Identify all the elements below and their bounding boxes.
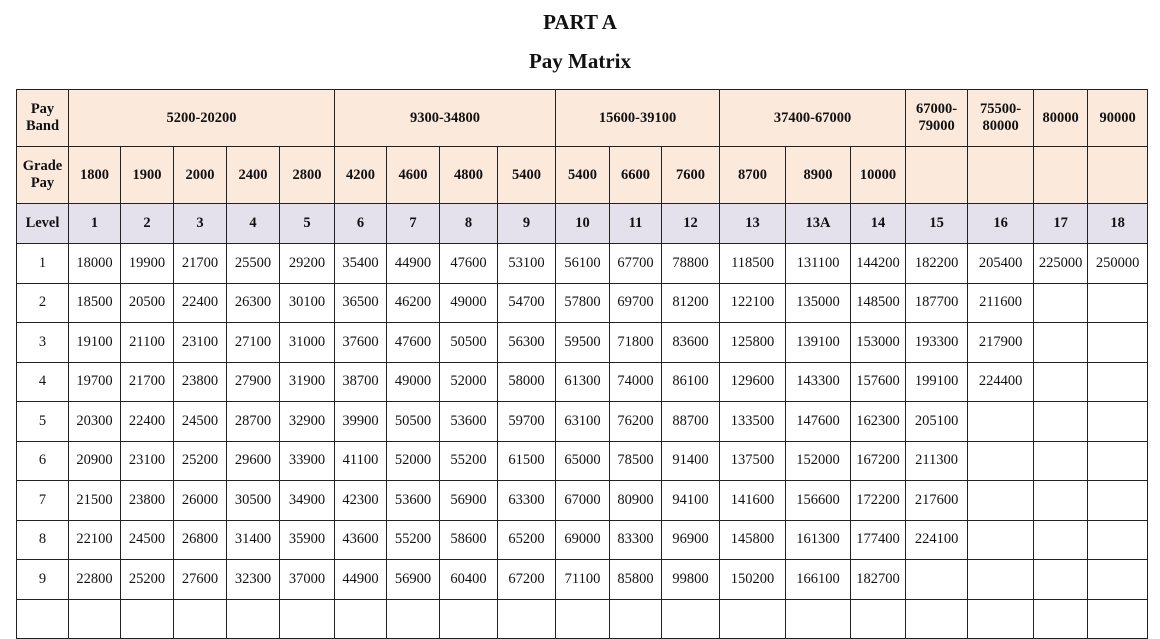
level-cell: 8 xyxy=(440,204,498,244)
pay-cell: 19700 xyxy=(69,362,121,402)
row-index-cell: 9 xyxy=(17,560,69,600)
pay-cell: 55200 xyxy=(387,520,440,560)
pay-cell xyxy=(1034,441,1088,481)
pay-cell: 44900 xyxy=(387,244,440,284)
pay-cell: 76200 xyxy=(610,402,662,442)
level-cell: 15 xyxy=(906,204,968,244)
grade-pay-cell: 2000 xyxy=(174,147,227,204)
pay-cell: 99800 xyxy=(662,560,720,600)
pay-cell xyxy=(968,599,1034,639)
pay-cell: 20500 xyxy=(121,283,174,323)
pay-cell: 211600 xyxy=(968,283,1034,323)
pay-cell: 205100 xyxy=(906,402,968,442)
grade-pay-cell: 6600 xyxy=(610,147,662,204)
grade-pay-label: Grade Pay xyxy=(17,147,69,204)
pay-band-cell: 75500-80000 xyxy=(968,90,1034,147)
pay-cell: 141600 xyxy=(720,481,786,521)
grade-pay-cell xyxy=(1088,147,1148,204)
level-row xyxy=(17,204,1148,244)
level-cell: 3 xyxy=(174,204,227,244)
level-cell: 6 xyxy=(335,204,387,244)
pay-cell: 25500 xyxy=(227,244,280,284)
pay-cell xyxy=(69,599,121,639)
pay-cell: 67200 xyxy=(498,560,556,600)
pay-cell xyxy=(556,599,610,639)
pay-cell: 26800 xyxy=(174,520,227,560)
pay-cell: 71800 xyxy=(610,323,662,363)
pay-cell: 71100 xyxy=(556,560,610,600)
pay-cell: 47600 xyxy=(387,323,440,363)
pay-cell: 143300 xyxy=(786,362,851,402)
pay-cell: 24500 xyxy=(174,402,227,442)
pay-cell: 60400 xyxy=(440,560,498,600)
pay-cell: 24500 xyxy=(121,520,174,560)
pay-cell: 145800 xyxy=(720,520,786,560)
pay-cell: 144200 xyxy=(851,244,906,284)
pay-cell: 137500 xyxy=(720,441,786,481)
pay-cell: 31900 xyxy=(280,362,335,402)
pay-cell: 96900 xyxy=(662,520,720,560)
pay-cell: 39900 xyxy=(335,402,387,442)
pay-cell: 27600 xyxy=(174,560,227,600)
pay-cell: 20300 xyxy=(69,402,121,442)
pay-cell: 46200 xyxy=(387,283,440,323)
pay-cell xyxy=(174,599,227,639)
grade-pay-cell xyxy=(906,147,968,204)
pay-cell: 44900 xyxy=(335,560,387,600)
table-row xyxy=(17,402,1148,442)
pay-cell: 22100 xyxy=(69,520,121,560)
pay-cell: 21700 xyxy=(121,362,174,402)
pay-cell: 150200 xyxy=(720,560,786,600)
row-index-cell: 6 xyxy=(17,441,69,481)
pay-band-cell: 5200-20200 xyxy=(69,90,335,147)
pay-cell xyxy=(1088,520,1148,560)
pay-cell: 33900 xyxy=(280,441,335,481)
pay-cell: 61500 xyxy=(498,441,556,481)
grade-pay-cell: 2800 xyxy=(280,147,335,204)
pay-cell: 50500 xyxy=(440,323,498,363)
pay-cell: 22800 xyxy=(69,560,121,600)
pay-cell: 65000 xyxy=(556,441,610,481)
pay-cell xyxy=(968,402,1034,442)
pay-cell: 59500 xyxy=(556,323,610,363)
pay-cell xyxy=(851,599,906,639)
pay-cell xyxy=(1088,402,1148,442)
pay-cell: 250000 xyxy=(1088,244,1148,284)
pay-cell: 54700 xyxy=(498,283,556,323)
pay-cell xyxy=(906,599,968,639)
pay-cell: 86100 xyxy=(662,362,720,402)
pay-cell: 217600 xyxy=(906,481,968,521)
pay-cell: 26300 xyxy=(227,283,280,323)
grade-pay-cell: 7600 xyxy=(662,147,720,204)
pay-cell: 211300 xyxy=(906,441,968,481)
pay-cell: 23800 xyxy=(174,362,227,402)
pay-cell: 31000 xyxy=(280,323,335,363)
pay-cell: 28700 xyxy=(227,402,280,442)
pay-band-cell: 15600-39100 xyxy=(556,90,720,147)
pay-cell: 67000 xyxy=(556,481,610,521)
pay-band-row xyxy=(17,90,1148,147)
pay-cell: 147600 xyxy=(786,402,851,442)
pay-cell: 20900 xyxy=(69,441,121,481)
pay-cell: 133500 xyxy=(720,402,786,442)
pay-cell xyxy=(906,560,968,600)
pay-cell xyxy=(720,599,786,639)
pay-cell: 139100 xyxy=(786,323,851,363)
pay-cell: 37600 xyxy=(335,323,387,363)
pay-cell: 63100 xyxy=(556,402,610,442)
pay-cell: 23800 xyxy=(121,481,174,521)
pay-cell: 148500 xyxy=(851,283,906,323)
level-cell: 12 xyxy=(662,204,720,244)
pay-cell: 182700 xyxy=(851,560,906,600)
pay-cell xyxy=(610,599,662,639)
pay-cell: 37000 xyxy=(280,560,335,600)
level-cell: 13A xyxy=(786,204,851,244)
pay-cell: 74000 xyxy=(610,362,662,402)
pay-cell: 21100 xyxy=(121,323,174,363)
grade-pay-cell: 8700 xyxy=(720,147,786,204)
pay-cell: 31400 xyxy=(227,520,280,560)
pay-cell: 193300 xyxy=(906,323,968,363)
row-index-cell: 2 xyxy=(17,283,69,323)
pay-band-cell: 37400-67000 xyxy=(720,90,906,147)
level-cell: 7 xyxy=(387,204,440,244)
table-row xyxy=(17,560,1148,600)
pay-cell: 22400 xyxy=(121,402,174,442)
pay-cell: 224100 xyxy=(906,520,968,560)
pay-cell: 55200 xyxy=(440,441,498,481)
pay-cell xyxy=(1088,323,1148,363)
pay-cell: 22400 xyxy=(174,283,227,323)
pay-cell: 131100 xyxy=(786,244,851,284)
pay-cell: 42300 xyxy=(335,481,387,521)
pay-cell: 35900 xyxy=(280,520,335,560)
pay-cell: 172200 xyxy=(851,481,906,521)
grade-pay-cell: 5400 xyxy=(498,147,556,204)
pay-cell xyxy=(17,599,69,639)
pay-cell: 67700 xyxy=(610,244,662,284)
pay-cell: 56900 xyxy=(387,560,440,600)
pay-cell: 32300 xyxy=(227,560,280,600)
pay-cell: 135000 xyxy=(786,283,851,323)
pay-cell: 85800 xyxy=(610,560,662,600)
grade-pay-cell: 8900 xyxy=(786,147,851,204)
grade-pay-cell: 4200 xyxy=(335,147,387,204)
pay-band-cell: 67000-79000 xyxy=(906,90,968,147)
pay-cell: 23100 xyxy=(174,323,227,363)
pay-cell: 78500 xyxy=(610,441,662,481)
pay-cell xyxy=(1088,481,1148,521)
pay-cell xyxy=(1034,283,1088,323)
pay-cell: 81200 xyxy=(662,283,720,323)
pay-cell xyxy=(1034,402,1088,442)
pay-cell: 56900 xyxy=(440,481,498,521)
pay-cell: 26000 xyxy=(174,481,227,521)
pay-cell: 30500 xyxy=(227,481,280,521)
pay-cell: 83600 xyxy=(662,323,720,363)
pay-cell xyxy=(968,441,1034,481)
grade-pay-cell xyxy=(1034,147,1088,204)
pay-cell xyxy=(121,599,174,639)
pay-cell: 19100 xyxy=(69,323,121,363)
level-label: Level xyxy=(17,204,69,244)
table-row xyxy=(17,283,1148,323)
pay-cell xyxy=(1034,481,1088,521)
pay-cell: 59700 xyxy=(498,402,556,442)
row-index-cell: 4 xyxy=(17,362,69,402)
page-title: Pay Matrix xyxy=(528,49,632,73)
pay-cell: 53100 xyxy=(498,244,556,284)
pay-cell: 125800 xyxy=(720,323,786,363)
pay-cell: 122100 xyxy=(720,283,786,323)
pay-cell: 162300 xyxy=(851,402,906,442)
pay-cell: 217900 xyxy=(968,323,1034,363)
level-cell: 16 xyxy=(968,204,1034,244)
pay-cell xyxy=(1088,560,1148,600)
pay-cell: 49000 xyxy=(440,283,498,323)
pay-cell: 177400 xyxy=(851,520,906,560)
pay-cell: 118500 xyxy=(720,244,786,284)
grade-pay-cell xyxy=(968,147,1034,204)
pay-cell: 18000 xyxy=(69,244,121,284)
pay-cell xyxy=(1088,362,1148,402)
pay-band-cell: 90000 xyxy=(1088,90,1148,147)
pay-cell: 187700 xyxy=(906,283,968,323)
pay-cell: 43600 xyxy=(335,520,387,560)
level-cell: 11 xyxy=(610,204,662,244)
level-cell: 13 xyxy=(720,204,786,244)
level-cell: 1 xyxy=(69,204,121,244)
pay-cell: 18500 xyxy=(69,283,121,323)
row-index-cell: 3 xyxy=(17,323,69,363)
pay-cell: 205400 xyxy=(968,244,1034,284)
pay-cell: 53600 xyxy=(387,481,440,521)
pay-cell xyxy=(1088,441,1148,481)
pay-cell: 29200 xyxy=(280,244,335,284)
pay-cell: 199100 xyxy=(906,362,968,402)
pay-cell xyxy=(387,599,440,639)
pay-cell: 35400 xyxy=(335,244,387,284)
pay-cell: 58600 xyxy=(440,520,498,560)
pay-cell: 78800 xyxy=(662,244,720,284)
grade-pay-cell: 2400 xyxy=(227,147,280,204)
table-row xyxy=(17,481,1148,521)
grade-pay-cell: 1800 xyxy=(69,147,121,204)
pay-cell xyxy=(1034,560,1088,600)
pay-cell: 27900 xyxy=(227,362,280,402)
level-cell: 10 xyxy=(556,204,610,244)
row-index-cell: 5 xyxy=(17,402,69,442)
pay-cell xyxy=(1034,323,1088,363)
pay-cell: 21700 xyxy=(174,244,227,284)
level-cell: 2 xyxy=(121,204,174,244)
pay-cell: 34900 xyxy=(280,481,335,521)
row-index-cell: 7 xyxy=(17,481,69,521)
pay-cell xyxy=(280,599,335,639)
pay-cell: 156600 xyxy=(786,481,851,521)
level-cell: 4 xyxy=(227,204,280,244)
pay-cell: 19900 xyxy=(121,244,174,284)
pay-cell: 152000 xyxy=(786,441,851,481)
pay-cell: 53600 xyxy=(440,402,498,442)
pay-cell: 129600 xyxy=(720,362,786,402)
pay-cell: 21500 xyxy=(69,481,121,521)
pay-cell: 52000 xyxy=(387,441,440,481)
pay-cell: 41100 xyxy=(335,441,387,481)
grade-pay-cell: 4600 xyxy=(387,147,440,204)
pay-cell xyxy=(440,599,498,639)
table-row xyxy=(17,520,1148,560)
pay-cell: 36500 xyxy=(335,283,387,323)
pay-cell: 27100 xyxy=(227,323,280,363)
pay-cell: 167200 xyxy=(851,441,906,481)
level-cell: 14 xyxy=(851,204,906,244)
pay-cell: 153000 xyxy=(851,323,906,363)
pay-cell xyxy=(1034,362,1088,402)
pay-cell: 225000 xyxy=(1034,244,1088,284)
grade-pay-cell: 5400 xyxy=(556,147,610,204)
pay-cell: 61300 xyxy=(556,362,610,402)
pay-cell xyxy=(335,599,387,639)
pay-cell: 52000 xyxy=(440,362,498,402)
pay-cell: 88700 xyxy=(662,402,720,442)
pay-cell: 50500 xyxy=(387,402,440,442)
table-row xyxy=(17,244,1148,284)
pay-cell: 25200 xyxy=(121,560,174,600)
table-row xyxy=(17,362,1148,402)
pay-cell: 65200 xyxy=(498,520,556,560)
pay-cell: 91400 xyxy=(662,441,720,481)
pay-cell: 38700 xyxy=(335,362,387,402)
part-heading: PART A xyxy=(543,10,617,34)
pay-cell xyxy=(1034,520,1088,560)
pay-cell: 49000 xyxy=(387,362,440,402)
pay-cell xyxy=(968,560,1034,600)
table-row xyxy=(17,441,1148,481)
pay-cell: 182200 xyxy=(906,244,968,284)
pay-cell: 83300 xyxy=(610,520,662,560)
pay-cell: 69700 xyxy=(610,283,662,323)
pay-cell: 80900 xyxy=(610,481,662,521)
pay-cell: 63300 xyxy=(498,481,556,521)
grade-pay-cell: 10000 xyxy=(851,147,906,204)
pay-cell: 69000 xyxy=(556,520,610,560)
pay-cell xyxy=(1088,599,1148,639)
pay-cell xyxy=(498,599,556,639)
pay-cell: 157600 xyxy=(851,362,906,402)
pay-cell xyxy=(968,520,1034,560)
pay-cell: 57800 xyxy=(556,283,610,323)
pay-cell: 94100 xyxy=(662,481,720,521)
pay-cell xyxy=(662,599,720,639)
pay-cell xyxy=(1088,283,1148,323)
pay-cell: 29600 xyxy=(227,441,280,481)
pay-cell: 161300 xyxy=(786,520,851,560)
level-cell: 9 xyxy=(498,204,556,244)
grade-pay-cell: 4800 xyxy=(440,147,498,204)
level-cell: 5 xyxy=(280,204,335,244)
table-row xyxy=(17,323,1148,363)
pay-cell xyxy=(968,481,1034,521)
grade-pay-row xyxy=(17,147,1148,204)
pay-matrix-table xyxy=(16,89,1148,639)
pay-cell: 56100 xyxy=(556,244,610,284)
pay-band-cell: 80000 xyxy=(1034,90,1088,147)
pay-cell: 56300 xyxy=(498,323,556,363)
pay-cell: 47600 xyxy=(440,244,498,284)
level-cell: 17 xyxy=(1034,204,1088,244)
row-index-cell: 1 xyxy=(17,244,69,284)
pay-cell: 166100 xyxy=(786,560,851,600)
level-cell: 18 xyxy=(1088,204,1148,244)
row-index-cell: 8 xyxy=(17,520,69,560)
pay-cell: 25200 xyxy=(174,441,227,481)
table-row xyxy=(17,599,1148,639)
pay-cell: 30100 xyxy=(280,283,335,323)
pay-cell xyxy=(786,599,851,639)
pay-cell: 224400 xyxy=(968,362,1034,402)
pay-cell: 58000 xyxy=(498,362,556,402)
pay-cell xyxy=(227,599,280,639)
pay-band-cell: 9300-34800 xyxy=(335,90,556,147)
pay-band-label: Pay Band xyxy=(17,90,69,147)
grade-pay-cell: 1900 xyxy=(121,147,174,204)
pay-cell: 23100 xyxy=(121,441,174,481)
pay-cell: 32900 xyxy=(280,402,335,442)
pay-cell xyxy=(1034,599,1088,639)
